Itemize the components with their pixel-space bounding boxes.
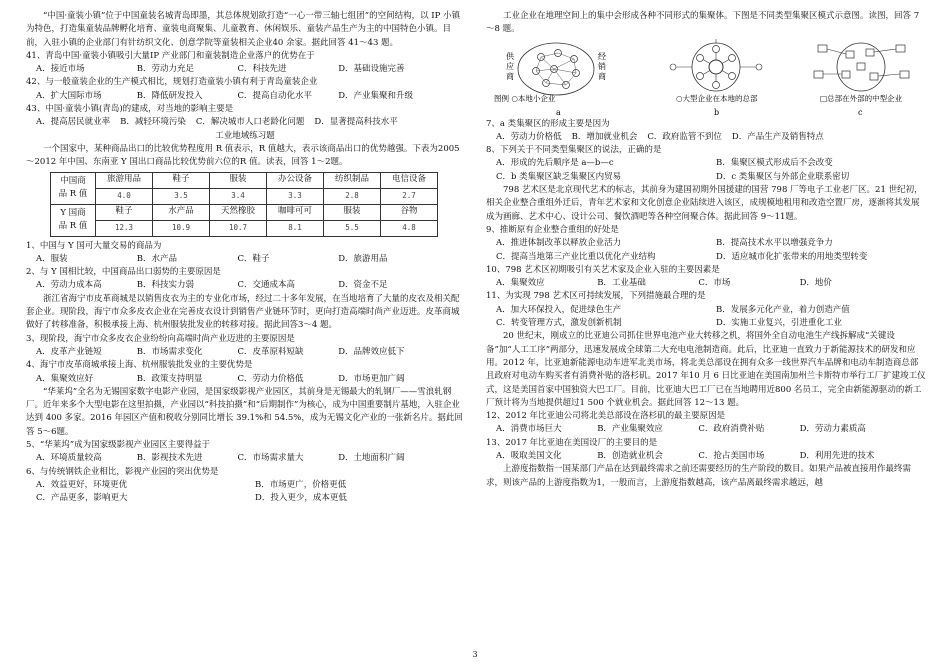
- option: D．旅游用品: [338, 253, 388, 264]
- passage-cluster: 工业企业在地理空间上的集中会形成各种不同形式的集聚体。下图是不同类型集聚区模式示意图。读图，回答 7～8 题。: [486, 11, 920, 35]
- passage-haining: 浙江省海宁市皮革商城是以销售皮衣为主的专业化市场，经过二十多年发展，在当地培育了大量的皮衣及相关配套企业。现阶段，海宁市众多皮衣企业在完善皮衣设计到销售产业链环节时，更向打造高端时尚产业迈进。皮革商城做好了转移准备，积极承接上海、杭州服装批发业的转移对接。据此回答3～4 题。: [26, 293, 460, 331]
- option: B．产业集聚效应: [597, 424, 663, 435]
- passage-byd: 20 世纪末，刚成立的比亚迪公司抓住世界电池产业大转移之机，将国外全自动电池生产线拆解成“关键设备”加“人工工序”两部分，迅速发展成全球第二大充电电池制造商。此后，比亚迪一直致力于新能源技术的研发和应用。2012 年，比亚迪新能源电动车进军北美市场，将北美总部设在拥有众多一线世界汽车品牌和电动车制造商总部且政府对电动车购买者有消费补贴的洛杉矶。2017 年10 月 6 日比亚迪在美国南加州兰卡斯特市举行工厂扩建竣工仪式，这是美国首家中国独资大巴工厂。目前，比亚迪大巴工厂已在当地聘用近800 名员工，完全由新能源驱动的新工厂预计将为当地提供超过1 500 个就业机会。据此回答 12～13 题。: [486, 331, 926, 408]
- option: B．创造就业机会: [597, 451, 663, 462]
- question-42: 42、与一般童装企业的生产模式相比，规划打造童装小镇有利于青岛童装企业: [26, 77, 318, 88]
- option: A．集聚效应好: [36, 373, 94, 384]
- option: A．集聚效应: [496, 278, 545, 289]
- table-row: [51, 172, 438, 188]
- option: C．b 类集聚区缺乏集聚区内贸易: [496, 171, 622, 182]
- option: C．科技先进: [237, 64, 287, 75]
- option: C．抢占美国市场: [698, 451, 765, 462]
- table-cell: 3.5: [153, 188, 210, 204]
- table-cell: 8.1: [267, 220, 324, 236]
- question-41: 41、青岛中国·童装小镇吸引大量IP 产业部门和童装制造企业落户的优势在于: [26, 50, 315, 61]
- table-cell: 谷物: [381, 204, 438, 220]
- options-12: [486, 423, 926, 436]
- option: B．提高技术水平以增强竞争力: [716, 238, 833, 249]
- options-7: [486, 131, 926, 144]
- option: A．劳动力成本高: [36, 280, 102, 291]
- mid-firm-icon: [866, 49, 874, 56]
- legend-c: □总部在外部的中型企业: [820, 93, 903, 103]
- table-row: [51, 188, 438, 204]
- option: D．品牌效应低下: [338, 346, 405, 357]
- option: C．政府消费补贴: [698, 424, 765, 435]
- option: D．投入更少，成本更低: [255, 493, 347, 504]
- option: D．实施工业复兴，引进重化工业: [716, 318, 842, 329]
- supplier-label: 供: [506, 51, 514, 61]
- large-firm-hq-icon: [709, 60, 723, 74]
- option: B．工业基础: [597, 278, 646, 289]
- cluster-boundary: [692, 43, 740, 91]
- option: C．劳动力价格低: [237, 373, 304, 384]
- table-cell: 天然橡胶: [210, 204, 267, 220]
- option: A．环境质量较高: [36, 453, 102, 464]
- option: B．影视技术先进: [136, 453, 203, 464]
- passage-r-value: 一个国家中，某种商品出口的比较优势程度用 R 值表示，R 值越大，表示该商品出口的优势越强。下表为2005～2012 年中国、东南亚 Y 国出口商品比较优势前六位的R 值。读表，回答 1～2题。: [26, 143, 460, 168]
- question-7: 7、a 类集聚区的形成主要是因为: [486, 118, 610, 129]
- table-cell: 12.3: [96, 220, 153, 236]
- options-4: [26, 373, 464, 386]
- passage-798: 798 艺术区是北京现代艺术的标志，其前身为建国初期外国援建的国营 798 厂等电子工业老厂区。21 世纪初，相关企业整合重组外迁后，青年艺术家和文化创意企业陆续进入该区，成规模地租用和改造空置厂房，逐渐将其发展成为画廊、艺术中心、设计公司、餐饮酒吧等各种空间聚合体。据此回答 9～11题。: [486, 185, 923, 222]
- page-number: 3: [472, 650, 478, 659]
- options-43: [26, 116, 464, 129]
- options-3: [26, 346, 464, 359]
- option: A．效益更好，环境更优: [36, 479, 128, 490]
- option: D．c 类集聚区与外部企业联系密切: [716, 171, 850, 182]
- option: B．市场更广，价格更低: [255, 479, 347, 490]
- table-row: [51, 220, 438, 236]
- options-1: [26, 253, 464, 266]
- diagram-b: [670, 39, 762, 117]
- option: A．皮革产业链短: [36, 346, 102, 357]
- mid-firm-icon: [846, 51, 854, 58]
- options-6: [26, 479, 464, 506]
- diagram-c: [814, 43, 909, 117]
- option: B．劳动力充足: [136, 64, 194, 75]
- table-cell: 3.4: [210, 188, 267, 204]
- svg-text:商: 商: [506, 71, 514, 81]
- question-43: 43、中国·童装小镇(青岛)的建成，对当地的影响主要是: [26, 104, 234, 115]
- option: B．增加就业机会: [571, 131, 638, 142]
- question-11: 11、为实现 798 艺术区可持续发展，下列措施最合理的是: [486, 291, 706, 302]
- mid-firm-icon: [857, 63, 865, 70]
- option: C．转变管理方式，激发创新机制: [496, 318, 622, 329]
- mid-firm-icon: [842, 71, 850, 78]
- option: B．减轻环境污染: [120, 117, 186, 128]
- option: D．资金不足: [338, 280, 388, 291]
- table-cell: 服装: [210, 172, 267, 188]
- table-cell: 4.0: [96, 188, 153, 204]
- cluster-diagram-svg: [486, 39, 926, 117]
- passage-upstreamness: 上游度指数指一国某部门产品在达到最终需求之前还需要经历的生产阶段的数目。如果产品被直接用作最终需求，则该产品的上游度指数为1，一般而言，上游度指数越高，该产品离最终需求越远，越: [486, 464, 912, 488]
- table-cell: 2.8: [324, 188, 381, 204]
- table-cell: 10.9: [153, 220, 210, 236]
- table-cell: 5.5: [324, 220, 381, 236]
- option: A．劳动力价格低: [496, 131, 562, 142]
- options-8: [486, 157, 926, 184]
- option: A．吸取美国文化: [496, 451, 562, 462]
- svg-text:销: 销: [598, 61, 606, 71]
- caption-a: a: [556, 107, 561, 117]
- options-41: [26, 63, 464, 76]
- option: A．推进体制改革以释放企业活力: [496, 238, 622, 249]
- options-42: [26, 90, 464, 103]
- options-10: [486, 277, 926, 290]
- option: C．皮革原料短缺: [237, 346, 304, 357]
- option: C．鞋子: [237, 253, 270, 264]
- diagram-a: [494, 43, 606, 117]
- option: D．显著提高科技水平: [314, 117, 398, 128]
- option: D．产业集聚和升级: [338, 90, 414, 101]
- option: D．地价: [799, 278, 832, 289]
- table-cell: 鞋子: [96, 204, 153, 220]
- options-13: [486, 450, 926, 463]
- legend-a: 图例 ○本地小企业: [494, 93, 556, 103]
- option: B．市场需求变化: [136, 346, 203, 357]
- option: B．水产品: [136, 253, 177, 264]
- table-cell: 4.8: [381, 220, 438, 236]
- question-2: 2、与 Y 国相比较，中国商品出口弱势的主要原因是: [26, 267, 221, 278]
- option: A．提高居民就业率: [36, 117, 111, 128]
- option: A．形成的先后顺序是 a—b—c: [496, 158, 614, 169]
- cluster-diagram: [486, 39, 926, 117]
- left-column: [26, 10, 464, 506]
- question-4: 4、海宁市皮革商城承接上海、杭州服装批发业的主要优势是: [26, 360, 253, 371]
- section-title: 工业地域练习题: [215, 130, 275, 141]
- question-10: 10、798 艺术区初期吸引有关艺术家及企业入驻的主要因素是: [486, 264, 720, 275]
- question-8: 8、下列关于不同类型集聚区的说法，正确的是: [486, 145, 662, 156]
- table-cell: 电信设备: [381, 172, 438, 188]
- question-1: 1、中国与 Y 国可大量交易的商品为: [26, 240, 162, 251]
- passage-hualaiwu: “华莱坞”全名为无锡国家数字电影产业园，是国家级影视产业园区，其前身是无锡最大的轧钢厂——雪浪轧钢厂。近年来多个大型电影在这里拍摄，产业园以“科技拍摄”和“后期制作”为核心，成为中国重要制片基地，入驻企业达到 400 多家。2016 年园区产值和税收分别同比增长 39.1%和 54.5%，成为无锡文化产业的一张新名片。据此回答 5～6题。: [26, 386, 463, 437]
- option: B．政策支持明显: [136, 373, 203, 384]
- option: D．劳动力素质高: [799, 424, 866, 435]
- r-value-table: [50, 172, 438, 237]
- legend-b: ○大型企业在本地的总部: [676, 93, 758, 103]
- question-6: 6、与传统钢铁企业相比，影视产业园的突出优势是: [26, 466, 219, 477]
- option: A．扩大国际市场: [36, 90, 102, 101]
- table-cell: 2.7: [381, 188, 438, 204]
- options-2: [26, 279, 464, 292]
- option: D．土地面积广阔: [338, 453, 405, 464]
- option: C．交通成本高: [237, 280, 295, 291]
- cluster-boundary: [837, 43, 885, 91]
- option: C．市场: [698, 278, 731, 289]
- table-cell: 鞋子: [153, 172, 210, 188]
- option: D．产品生产及销售特点: [731, 131, 824, 142]
- cluster-boundary: [518, 43, 594, 95]
- options-5: [26, 452, 464, 465]
- table-cell: 咖啡可可: [267, 204, 324, 220]
- option: A．消费市场巨大: [496, 424, 562, 435]
- mid-firm-icon: [870, 73, 878, 80]
- option: D．基础设施完善: [338, 64, 405, 75]
- option: C．市场需求量大: [237, 453, 304, 464]
- table-cell: 3.3: [267, 188, 324, 204]
- options-11: [486, 304, 926, 331]
- option: C．解决城市人口老龄化问题: [195, 117, 305, 128]
- option: B．发展多元化产业，着力创造产值: [716, 304, 850, 315]
- right-column: [486, 10, 926, 490]
- caption-c: c: [858, 107, 863, 117]
- svg-text:商: 商: [598, 71, 606, 81]
- question-3: 3、现阶段，海宁市众多皮衣企业纷纷向高端时尚产业迈进的主要原因是: [26, 333, 295, 344]
- table-row: [51, 204, 438, 220]
- question-5: 5、“华莱坞”成为国家级影视产业园区主要得益于: [26, 440, 211, 451]
- table-cell: 10.7: [210, 220, 267, 236]
- option: D．市场更加广阔: [338, 373, 405, 384]
- option: D．利用先进的技术: [799, 451, 875, 462]
- question-9: 9、推断原有企业整合重组的好处是: [486, 224, 619, 235]
- table-row-label: 中国商 品 R 值: [51, 172, 96, 204]
- option: C．产品更多，影响更大: [36, 493, 128, 504]
- option: A．服装: [36, 253, 68, 264]
- option: C．提高自动化水平: [237, 90, 312, 101]
- option: A．加大环保投入，促进绿色生产: [496, 304, 622, 315]
- question-12: 12、2012 年比亚迪公司将北美总部设在洛杉矶的最主要原因是: [486, 411, 726, 422]
- option: C．提高当地第三产业比重以优化产业结构: [496, 251, 656, 262]
- table-cell: 服装: [324, 204, 381, 220]
- distributor-label: 经: [598, 51, 606, 61]
- option: B．降低研发投入: [136, 90, 203, 101]
- table-cell: 纺织制品: [324, 172, 381, 188]
- option: C．政府监管不到位: [647, 131, 722, 142]
- table-cell: 水产品: [153, 204, 210, 220]
- table-row-label: Y 国商 品 R 值: [51, 204, 96, 236]
- option: A．接近市场: [36, 64, 85, 75]
- caption-b: b: [714, 107, 720, 117]
- option: B．集聚区模式形成后不会改变: [716, 158, 833, 169]
- svg-text:应: 应: [506, 61, 514, 71]
- option: D．适应城市化扩张带来的用地类型转变: [716, 251, 868, 262]
- passage-toy-town: “中国·童装小镇”位于中国童装名城青岛即墨，其总体规划欲打造“一心一带三轴七组团”的空间结构，以 IP 小镇为特色，打造集童装品牌孵化培育、童装电商聚集、儿童教育、休闲娱乐、童装产品生产为主的中国特色小镇。目前，入驻小镇的企业部门有针纺织文化、创意学院等童装相关企业40 余家。据此回答 41～43 题。: [26, 11, 461, 48]
- options-9: [486, 237, 926, 264]
- question-13: 13、2017 年比亚迪在美国设厂的主要目的是: [486, 437, 658, 448]
- table-cell: 办公设备: [267, 172, 324, 188]
- table-cell: 旅游用品: [96, 172, 153, 188]
- option: B．科技实力弱: [136, 280, 194, 291]
